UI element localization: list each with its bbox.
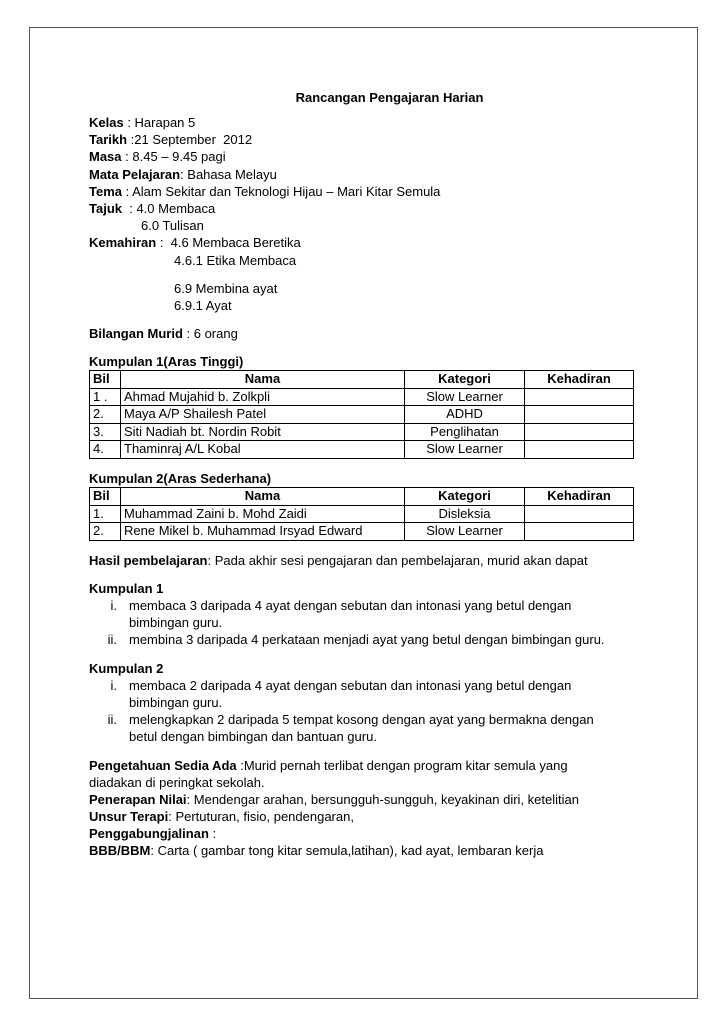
list-item [89,597,634,631]
psa-label: Pengetahuan Sedia Ada [89,757,237,773]
cell-nama: Siti Nadiah bt. Nordin Robit [121,423,405,441]
objektif2-heading-text: Kumpulan 2 [89,660,164,676]
kumpulan1-heading [89,353,634,370]
hasil-label: Hasil pembelajaran [89,552,208,568]
cell-nama: Rene Mikel b. Muhammad Irsyad Edward [121,523,405,541]
header-kategori: Kategori [405,488,525,506]
cell-kehadiran [525,423,634,441]
bilangan-murid-line [89,325,634,342]
kumpulan1-heading-text: Kumpulan 1(Aras Tinggi) [89,354,244,370]
cell-nama: Maya A/P Shailesh Patel [121,406,405,424]
spacer [89,342,634,353]
cell-kehadiran [525,388,634,406]
mata-pelajaran-value: : Bahasa Melayu [180,166,277,182]
masa-value: : 8.45 – 9.45 pagi [121,149,226,165]
list-text-line: membaca 3 daripada 4 ayat dengan sebutan dan intonasi yang betul dengan [129,598,572,613]
kelas-label: Kelas [89,115,124,130]
spacer [89,314,634,325]
tarikh-label: Tarikh [89,132,128,148]
objektif2-heading [89,660,634,677]
list-text [129,677,634,711]
list-text-line: membina 3 daripada 4 perkataan menjadi ayat yang betul dengan bimbingan guru. [129,632,605,648]
tarikh-line [89,131,634,148]
spacer [89,541,634,552]
list-num: ii. [107,712,117,728]
kemahiran-label: Kemahiran [89,235,157,251]
list-num: i. [110,598,117,613]
tajuk-value: : 4.0 Membaca [122,200,216,216]
header-nama: Nama [121,371,405,389]
pengetahuan-sedia-ada-line [89,757,634,774]
nilai-label: Penerapan Nilai [89,791,187,807]
cell-kategori: Slow Learner [405,388,525,406]
table-header-row [90,371,634,389]
bilangan-murid-label: Bilangan Murid [89,326,183,342]
bbb-bbm-line [89,842,634,859]
lesson-plan-document [89,89,634,860]
cell-kehadiran [525,523,634,541]
cell-kehadiran [525,406,634,424]
tajuk-label: Tajuk [89,200,122,216]
list-text-line: membaca 2 daripada 4 ayat dengan sebutan dan intonasi yang betul dengan [129,677,572,693]
table-row [90,505,634,523]
kemahiran-line-2: 4.6.1 Etika Membaca [174,252,297,268]
kemahiran-line [89,234,634,251]
spacer [89,649,634,660]
list-text [129,597,634,631]
page-title: Rancangan Pengajaran Harian [295,90,484,105]
table-row [90,523,634,541]
nilai-value: : Mendengar arahan, bersungguh-sungguh, keyakinan diri, ketelitian [186,791,579,807]
cell-nama: Muhammad Zaini b. Mohd Zaidi [121,505,405,523]
kumpulan2-heading-text: Kumpulan 2(Aras Sederhana) [89,470,272,486]
psa-value: :Murid pernah terlibat dengan program kitar semula yang [236,757,568,773]
terapi-label: Unsur Terapi [89,809,169,825]
list-item [89,631,634,648]
cell-bil: 2. [90,406,121,424]
cell-bil: 1. [90,505,121,523]
list-text-line: bimbingan guru. [129,615,223,631]
tema-value: : Alam Sekitar dan Teknologi Hijau – Mari Kitar Semula [122,183,441,199]
masa-label: Masa [89,149,122,165]
tema-line [89,183,634,200]
list-text-line: bimbingan guru. [129,694,223,710]
header-kehadiran: Kehadiran [525,371,634,389]
spacer [89,269,634,280]
tarikh-value: :21 September 2012 [127,132,253,148]
bilangan-murid-value: : 6 orang [182,326,238,342]
cell-nama: Ahmad Mujahid b. Zolkpli [121,388,405,406]
list-item [89,711,634,745]
unsur-terapi-line [89,808,634,825]
masa-line [89,148,634,165]
objektif1-heading [89,580,634,597]
pengetahuan-sedia-ada-line-2: diadakan di peringkat sekolah. [89,774,265,790]
cell-kategori: ADHD [405,406,525,424]
hasil-text: : Pada akhir sesi pengajaran dan pembelajaran, murid akan dapat [207,552,588,568]
header-kehadiran: Kehadiran [525,488,634,506]
kelas-value: : Harapan 5 [123,115,196,130]
kemahiran-line-3: 6.9 Membina ayat [174,280,278,296]
cell-kehadiran [525,505,634,523]
cell-bil: 2. [90,523,121,541]
spacer [89,569,634,580]
gabung-value: : [208,826,217,842]
cell-bil: 4. [90,441,121,459]
spacer [89,746,634,757]
kelas-line [89,114,634,131]
cell-nama: Thaminraj A/L Kobal [121,441,405,459]
kumpulan2-heading [89,470,634,487]
penggabungjalinan-line [89,825,634,842]
table-row [90,423,634,441]
header-nama: Nama [121,488,405,506]
cell-bil: 3. [90,423,121,441]
penerapan-nilai-line [89,791,634,808]
mata-pelajaran-label: Mata Pelajaran [89,166,181,182]
list-text-line: melengkapkan 2 daripada 5 tempat kosong dengan ayat yang bermakna dengan [129,712,594,728]
kemahiran-line-4: 6.9.1 Ayat [174,297,232,313]
cell-kategori: Penglihatan [405,423,525,441]
header-kategori: Kategori [405,371,525,389]
gabung-label: Penggabungjalinan [89,826,209,842]
list-text [129,631,634,648]
header-bil: Bil [90,488,121,506]
hasil-pembelajaran-line [89,552,634,569]
tema-label: Tema [89,183,122,199]
table-header-row [90,488,634,506]
table-row [90,388,634,406]
cell-kategori: Disleksia [405,505,525,523]
table-row [90,406,634,424]
kumpulan2-table [89,487,634,541]
list-item [89,677,634,711]
cell-kategori: Slow Learner [405,441,525,459]
bbb-label: BBB/BBM [89,843,151,859]
terapi-value: : Pertuturan, fisio, pendengaran, [168,809,354,825]
cell-kehadiran [525,441,634,459]
spacer [89,459,634,470]
kumpulan1-table [89,370,634,459]
cell-bil: 1 . [90,388,121,406]
header-bil: Bil [90,371,121,389]
list-num: i. [110,677,117,693]
objektif1-heading-text: Kumpulan 1 [89,580,164,596]
table-row [90,441,634,459]
list-text-line: betul dengan bimbingan dan bantuan guru. [129,729,377,745]
mata-pelajaran-line [89,166,634,183]
kemahiran-value: : 4.6 Membaca Beretika [156,235,301,251]
tajuk-line [89,200,634,217]
list-num: ii. [107,632,117,648]
list-text [129,711,634,745]
cell-kategori: Slow Learner [405,523,525,541]
bbb-value: : Carta ( gambar tong kitar semula,latihan), kad ayat, lembaran kerja [150,843,544,859]
tajuk-line-2: 6.0 Tulisan [141,218,204,234]
